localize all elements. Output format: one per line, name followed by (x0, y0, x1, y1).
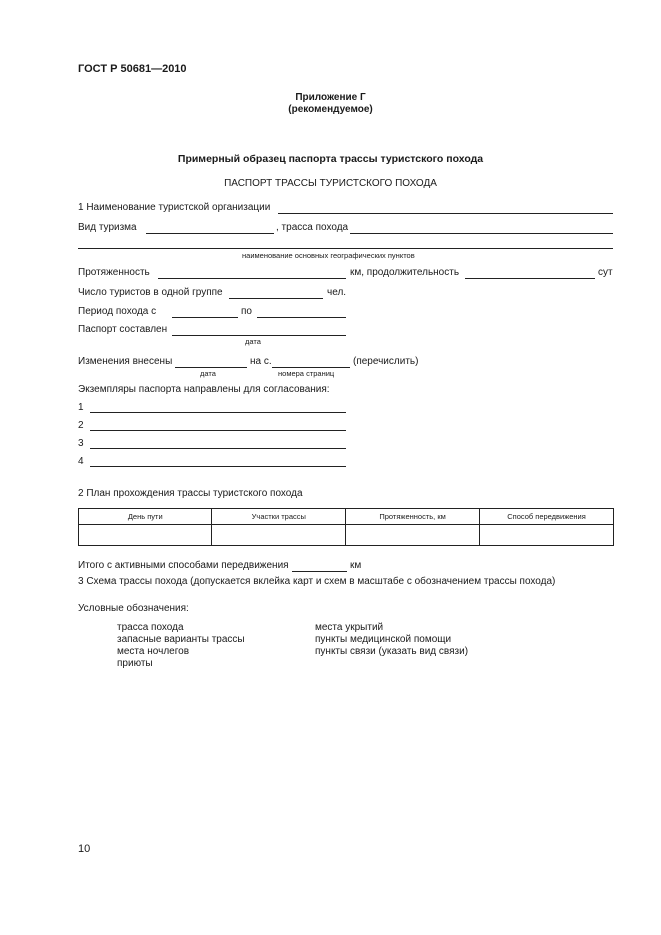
compiled-label: Паспорт составлен (78, 324, 168, 335)
table-header-row (79, 509, 614, 525)
copy-field[interactable] (90, 466, 346, 467)
document-title: Примерный образец паспорта трассы туристского похода (177, 153, 484, 165)
copy-number: 1 (78, 402, 84, 413)
active-total-label: Итого с активными способами передвижения (78, 560, 289, 571)
column-header: Участки трассы (212, 509, 346, 525)
tourism-type-label: Вид туризма (78, 222, 137, 233)
route-hint: наименование основных географических пунктов (242, 251, 415, 260)
period-to-field[interactable] (257, 317, 346, 318)
period-from-label: Период похода с (78, 306, 157, 317)
changes-list-label: (перечислить) (353, 356, 419, 367)
changes-pages-field[interactable] (272, 367, 350, 368)
changes-date-field[interactable] (175, 367, 247, 368)
group-size-label: Число туристов в одной группе (78, 287, 223, 298)
copy-number: 2 (78, 420, 84, 431)
copies-label: Экземпляры паспорта направлены для согласования: (78, 384, 330, 395)
tourism-type-field[interactable] (146, 233, 274, 234)
copy-number: 4 (78, 456, 84, 467)
legend-item: приюты (117, 658, 153, 669)
active-total-field[interactable] (292, 571, 347, 572)
group-size-field[interactable] (229, 298, 323, 299)
changes-label: Изменения внесены (78, 356, 173, 367)
column-header: День пути (79, 509, 212, 525)
compiled-date-field[interactable] (172, 335, 346, 336)
appendix-subtitle: (рекомендуемое) (288, 104, 373, 115)
standard-code: ГОСТ Р 50681—2010 (78, 63, 187, 75)
copy-field[interactable] (90, 430, 346, 431)
legend-item: запасные варианты трассы (117, 634, 245, 645)
column-header: Протяженность, км (346, 509, 480, 525)
table-cell[interactable] (346, 525, 480, 546)
duration-field[interactable] (465, 278, 595, 279)
passport-heading: ПАСПОРТ ТРАССЫ ТУРИСТСКОГО ПОХОДА (224, 178, 437, 189)
legend-title: Условные обозначения: (78, 603, 189, 614)
legend-item: трасса похода (117, 622, 184, 633)
plan-table (78, 508, 614, 546)
table-cell[interactable] (480, 525, 614, 546)
legend-item: места укрытий (315, 622, 384, 633)
route-field[interactable] (350, 233, 613, 234)
length-label: Протяженность (78, 267, 150, 278)
active-total-unit: км (350, 560, 362, 571)
changes-pages-label: на с. (250, 356, 272, 367)
compiled-hint: дата (245, 337, 261, 346)
period-to-label: по (241, 306, 252, 317)
length-unit: км, продолжительность (350, 267, 460, 278)
copy-field[interactable] (90, 448, 346, 449)
page-number: 10 (78, 843, 91, 855)
copy-field[interactable] (90, 412, 346, 413)
duration-unit: сут (598, 267, 613, 278)
group-size-unit: чел. (327, 287, 347, 298)
scheme-note: 3 Схема трассы похода (допускается вклейка карт и схем в масштабе с обозначением трассы похода) (78, 576, 556, 587)
length-field[interactable] (158, 278, 346, 279)
legend-item: пункты связи (указать вид связи) (315, 646, 469, 657)
org-field[interactable] (278, 213, 613, 214)
period-from-field[interactable] (172, 317, 238, 318)
route-label: , трасса похода (276, 222, 349, 233)
table-row (79, 525, 614, 546)
org-label: 1 Наименование туристской организации (78, 202, 271, 213)
column-header: Способ передвижения (480, 509, 614, 525)
table-cell[interactable] (212, 525, 346, 546)
plan-title: 2 План прохождения трассы туристского похода (78, 488, 303, 499)
appendix-title: Приложение Г (295, 92, 366, 103)
changes-pages-hint: номера страниц (278, 369, 335, 378)
table-cell[interactable] (79, 525, 212, 546)
legend-item: места ночлегов (117, 646, 190, 657)
copy-number: 3 (78, 438, 84, 449)
route-continuation-field[interactable] (78, 248, 613, 249)
legend-item: пункты медицинской помощи (315, 634, 452, 645)
changes-date-hint: дата (200, 369, 216, 378)
